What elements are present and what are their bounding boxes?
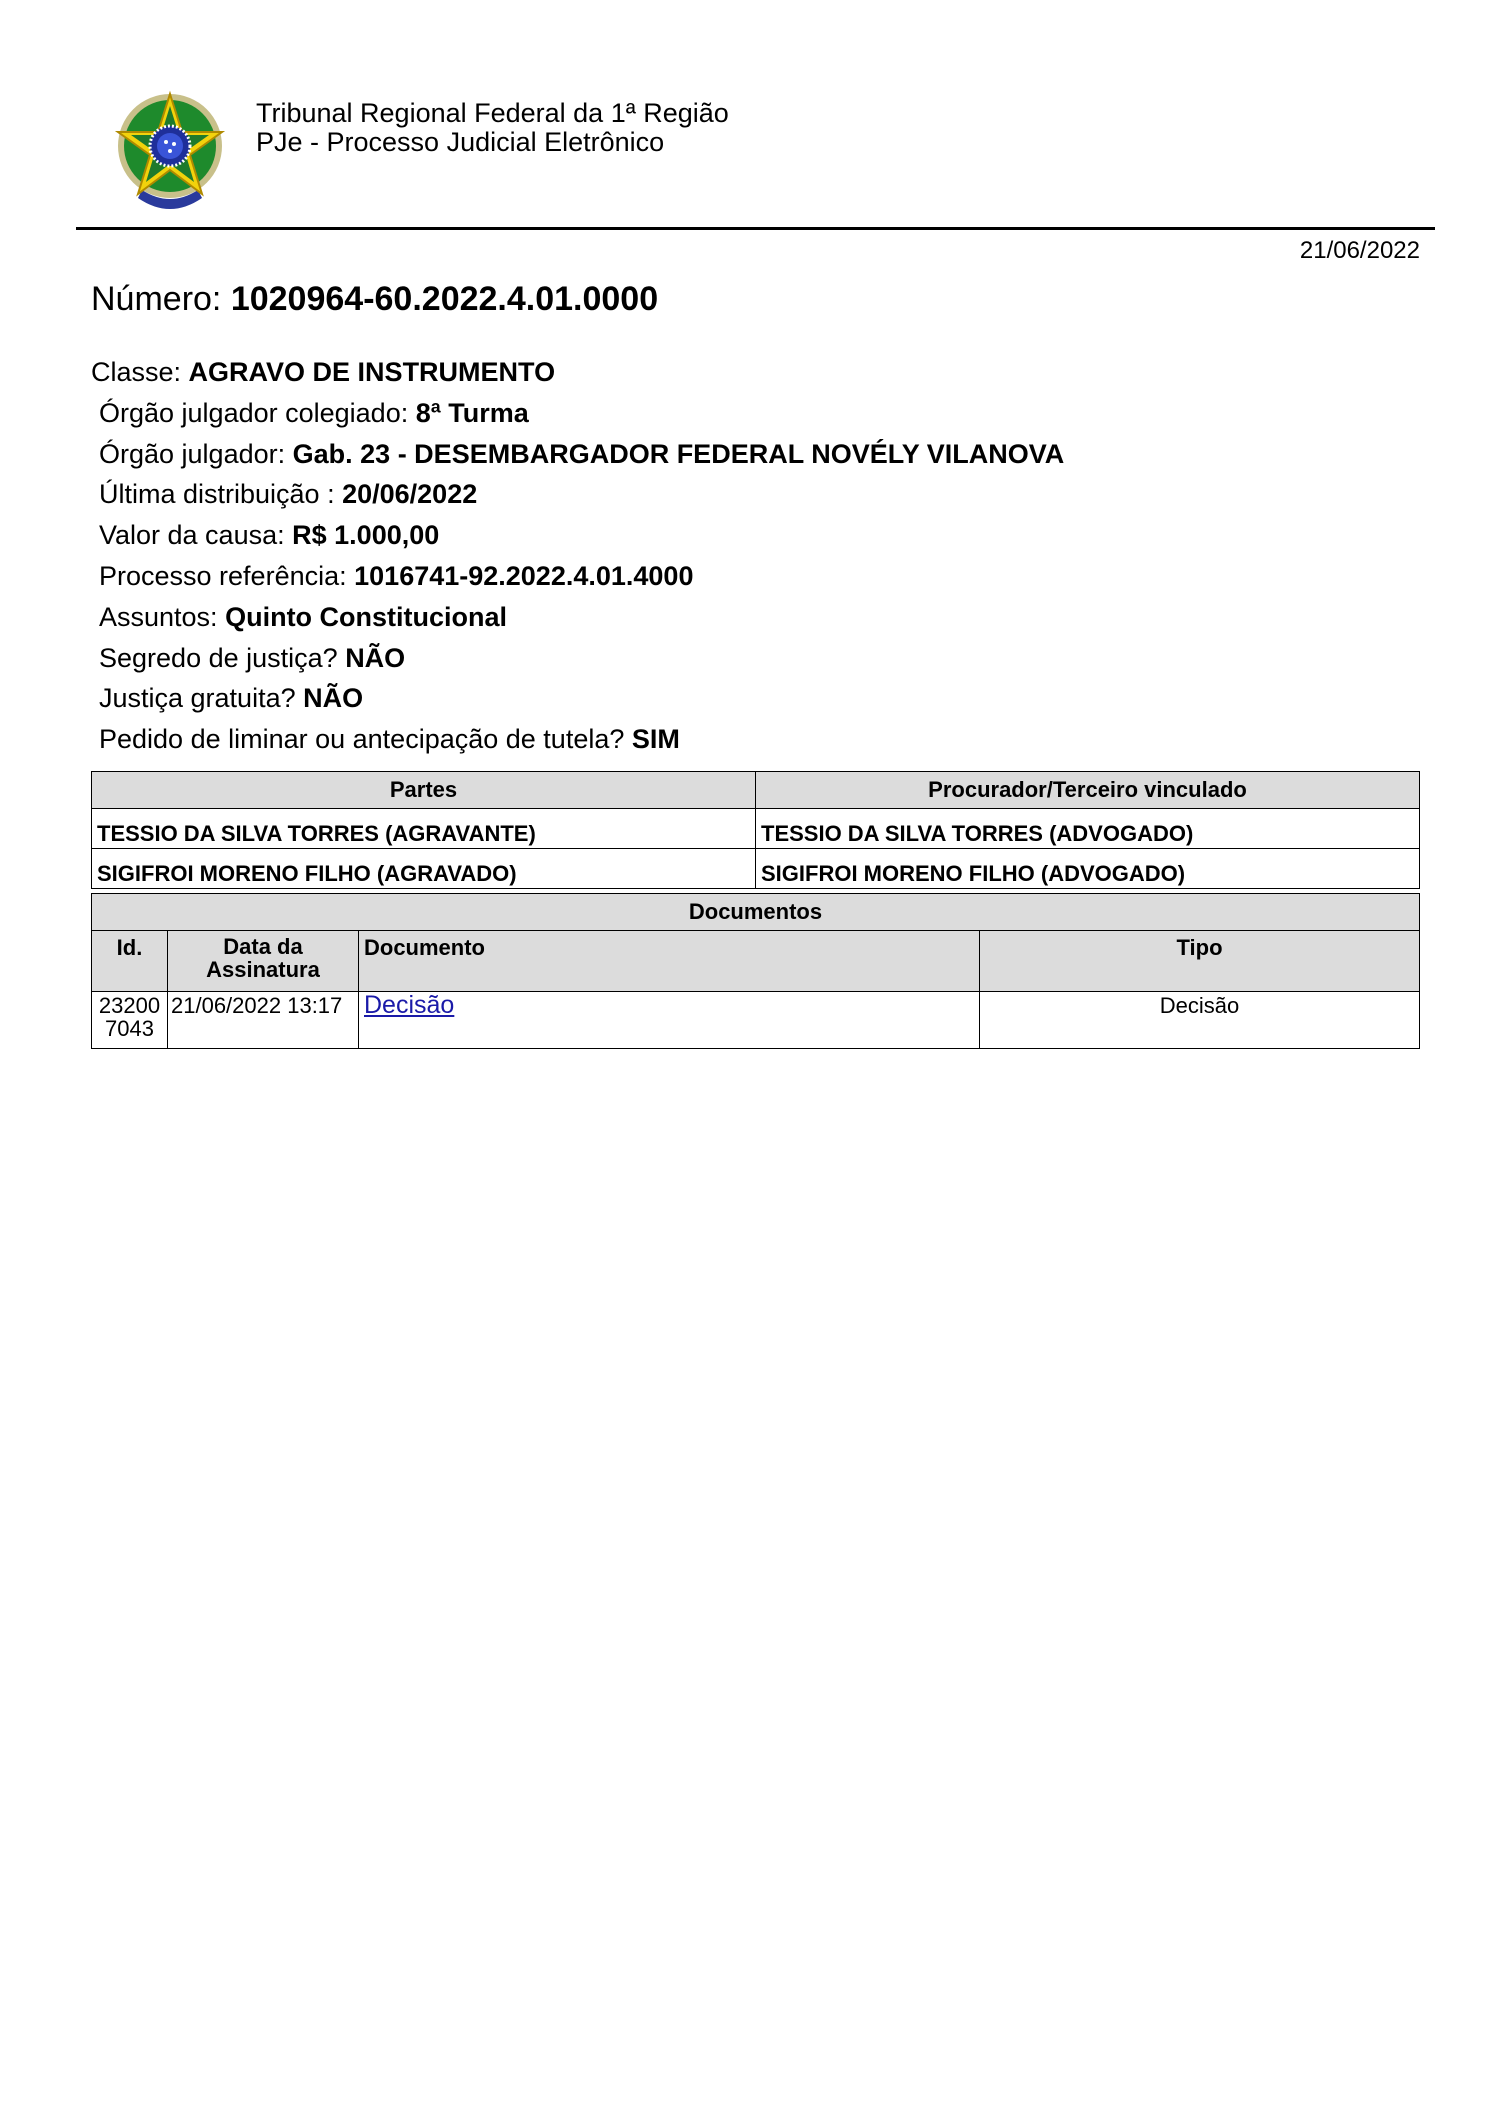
court-name: Tribunal Regional Federal da 1ª Região bbox=[256, 98, 729, 128]
table-row bbox=[92, 849, 1420, 889]
process-fields bbox=[91, 355, 1064, 763]
parte-cell: TESSIO DA SILVA TORRES (AGRAVANTE) bbox=[92, 809, 756, 849]
header-divider bbox=[76, 227, 1435, 230]
procurador-cell: SIGIFROI MORENO FILHO (ADVOGADO) bbox=[756, 849, 1420, 889]
doc-name-cell bbox=[359, 992, 980, 1049]
documentos-header-row bbox=[92, 931, 1420, 992]
field-valor-causa: Valor da causa: R$ 1.000,00 bbox=[99, 520, 440, 551]
partes-table bbox=[91, 771, 1420, 889]
field-classe: Classe: AGRAVO DE INSTRUMENTO bbox=[91, 357, 556, 387]
procurador-cell: TESSIO DA SILVA TORRES (ADVOGADO) bbox=[756, 809, 1420, 849]
parte-cell: SIGIFROI MORENO FILHO (AGRAVADO) bbox=[92, 849, 756, 889]
header-partes: Partes bbox=[92, 772, 756, 809]
field-pedido-liminar: Pedido de liminar ou antecipação de tutela? SIM bbox=[99, 724, 680, 755]
header-procurador: Procurador/Terceiro vinculado bbox=[756, 772, 1420, 809]
doc-id-cell: 23200 7043 bbox=[92, 992, 168, 1049]
header-id: Id. bbox=[92, 931, 168, 992]
header-data-assinatura: Data da Assinatura bbox=[168, 931, 359, 992]
brazil-coat-of-arms-icon bbox=[108, 88, 232, 220]
header bbox=[256, 99, 729, 157]
process-number bbox=[91, 280, 658, 319]
header-documento: Documento bbox=[359, 931, 980, 992]
document-link[interactable]: Decisão bbox=[364, 991, 455, 1019]
documentos-title: Documentos bbox=[92, 894, 1420, 931]
field-orgao-julgador: Órgão julgador: Gab. 23 - DESEMBARGADOR FEDERAL NOVÉLY VILANOVA bbox=[99, 438, 1065, 469]
field-assuntos: Assuntos: Quinto Constitucional bbox=[99, 601, 508, 632]
table-row bbox=[92, 992, 1420, 1049]
header-tipo: Tipo bbox=[980, 931, 1420, 992]
documentos-title-row bbox=[92, 894, 1420, 931]
document-date: 21/06/2022 bbox=[1299, 237, 1420, 264]
doc-type-cell: Decisão bbox=[980, 992, 1420, 1049]
field-orgao-colegiado: Órgão julgador colegiado: 8ª Turma bbox=[99, 397, 529, 428]
table-row bbox=[92, 809, 1420, 849]
process-number-value: 1020964-60.2022.4.01.0000 bbox=[230, 280, 659, 318]
field-processo-referencia: Processo referência: 1016741-92.2022.4.01.4000 bbox=[99, 560, 694, 591]
system-name: PJe - Processo Judicial Eletrônico bbox=[256, 127, 665, 157]
field-justica-gratuita: Justiça gratuita? NÃO bbox=[99, 683, 364, 714]
process-number-label: Número: bbox=[91, 280, 222, 318]
field-ultima-distribuicao: Última distribuição : 20/06/2022 bbox=[99, 479, 478, 510]
field-segredo-justica: Segredo de justiça? NÃO bbox=[99, 642, 406, 673]
doc-date-cell: 21/06/2022 13:17 bbox=[168, 992, 359, 1049]
documentos-table bbox=[91, 893, 1420, 1049]
partes-header-row bbox=[92, 772, 1420, 809]
